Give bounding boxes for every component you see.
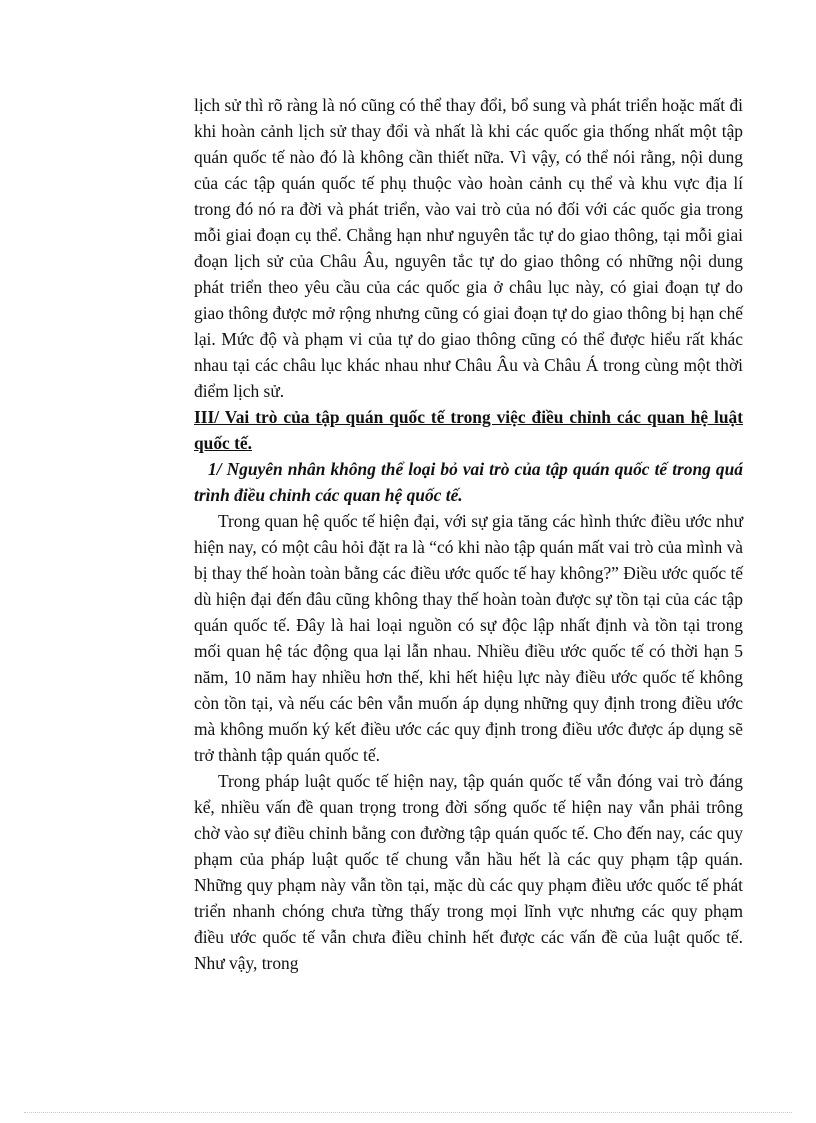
- paragraph-current-role: Trong pháp luật quốc tế hiện nay, tập quán quốc tế vẫn đóng vai trò đáng kể, nhiều vấn đề quan trọng trong đời sống quốc tế hiện nay vẫn phải trông chờ vào sự điều chỉnh bằng con đường tập quán quốc tế. Cho đến nay, các quy phạm của pháp luật quốc tế chung vẫn hầu hết là các quy phạm tập quán. Những quy phạm này vẫn tồn tại, mặc dù các quy phạm điều ước quốc tế phát triển nhanh chóng chưa từng thấy trong mọi lĩnh vực nhưng các quy phạm điều ước quốc tế vẫn chưa điều chỉnh hết được các vấn đề của luật quốc tế. Như vậy, trong: [194, 771, 743, 973]
- paragraph-treaty-vs-custom: Trong quan hệ quốc tế hiện đại, với sự gia tăng các hình thức điều ước như hiện nay, có một câu hỏi đặt ra là “có khi nào tập quán mất vai trò của mình và bị thay thế hoàn toàn bằng các điều ước quốc tế hay không?” Điều ước quốc tế dù hiện đại đến đâu cũng không thay thế hoàn toàn được sự tồn tại của các tập quán quốc tế. Đây là hai loại nguồn có sự độc lập nhất định và tồn tại trong mối quan hệ tác động qua lại lẫn nhau. Nhiều điều ước quốc tế có thời hạn 5 năm, 10 năm hay nhiều hơn thế, khi hết hiệu lực này điều ước quốc tế không còn tồn tại, và nếu các bên vẫn muốn áp dụng những quy định trong điều ước mà không muốn ký kết điều ước các quy định trong điều ước được áp dụng sẽ trở thành tập quán quốc tế.: [194, 511, 743, 765]
- paragraph-historical-context: lịch sử thì rõ ràng là nó cũng có thể thay đổi, bổ sung và phát triển hoặc mất đi khi hoàn cảnh lịch sử thay đổi và nhất là khi các quốc gia thống nhất một tập quán quốc tế nào đó là không cần thiết nữa. Vì vậy, có thể nói rằng, nội dung của các tập quán quốc tế phụ thuộc vào hoàn cảnh cụ thể và khu vực địa lí trong đó nó ra đời và phát triển, vào vai trò của nó đối với các quốc gia trong mỗi giai đoạn cụ thể. Chẳng hạn như nguyên tắc tự do giao thông, tại mỗi giai đoạn lịch sử của Châu Âu, nguyên tắc tự do giao thông có những nội dung phát triển theo yêu cầu của các quốc gia ở châu lục này, có giai đoạn tự do giao thông được mở rộng nhưng cũng có giai đoạn tự do giao thông bị hạn chế lại. Mức độ và phạm vi của tự do giao thông cũng có thể được hiểu rất khác nhau tại các châu lục khác nhau như Châu Âu và Châu Á trong cùng một thời điểm lịch sử.: [194, 95, 743, 401]
- page-bottom-divider: [24, 1112, 792, 1113]
- page-body: [194, 92, 743, 976]
- section-heading-iii: III/ Vai trò của tập quán quốc tế trong việc điều chỉnh các quan hệ luật quốc tế.: [194, 407, 743, 453]
- subsection-heading-1: 1/ Nguyên nhân không thể loại bỏ vai trò của tập quán quốc tế trong quá trình điều chỉnh các quan hệ quốc tế.: [194, 459, 743, 505]
